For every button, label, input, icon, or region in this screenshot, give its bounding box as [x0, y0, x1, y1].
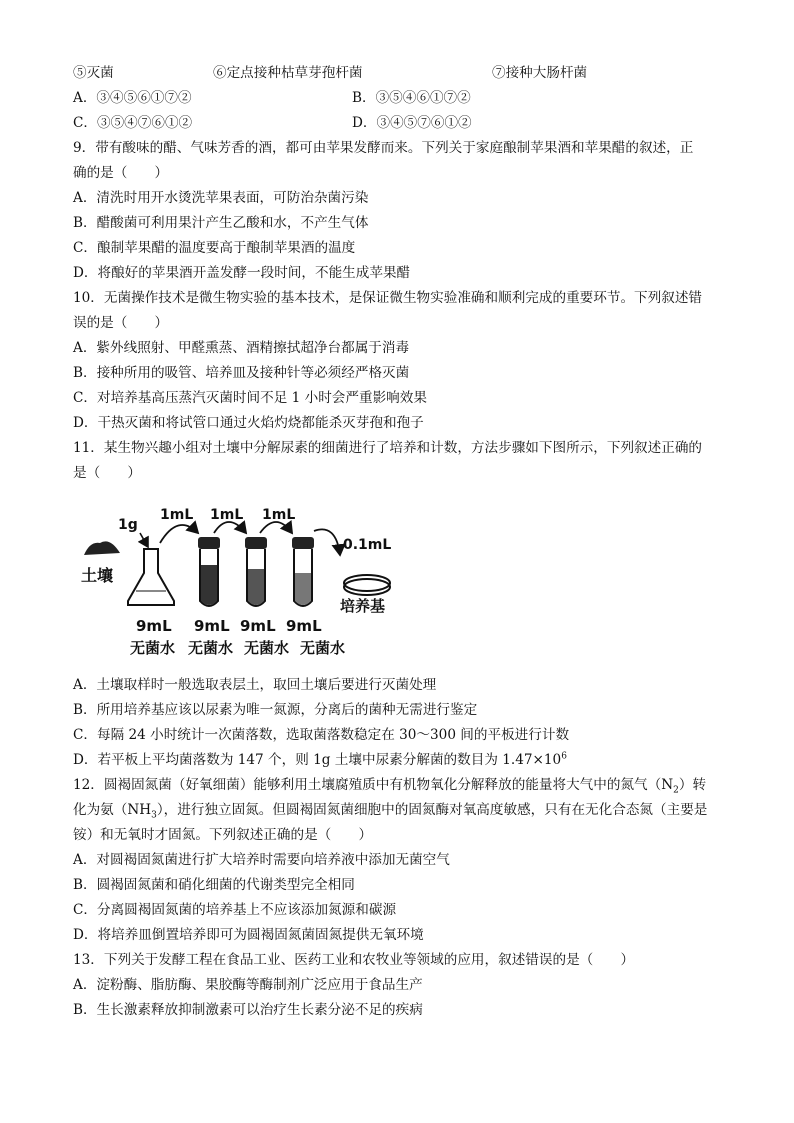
q11-stem-line1: 11．某生物兴趣小组对土壤中分解尿素的细菌进行了培养和计数，方法步骤如下图所示，下列叙述正确的	[73, 440, 703, 456]
q9-stem-line1: 9．带有酸味的醋、气味芳香的酒，都可由苹果发酵而来。下列关于家庭酿制苹果酒和苹果醋的叙述，正	[73, 140, 694, 156]
q9-stem-line2: 确的是（ ）	[73, 165, 169, 181]
q11-option-a: A．土壤取样时一般选取表层土，取回土壤后要进行灭菌处理	[73, 677, 437, 693]
transfer-label-2: 1mL	[210, 507, 244, 523]
q11-option-d: D．若平板上平均菌落数为 147 个，则 1g 土壤中尿素分解菌的数目为 $1.47\times 10^6$	[73, 751, 567, 768]
q9-option-a: A．清洗时用开水烫洗苹果表面，可防治杂菌污染	[73, 190, 369, 206]
sample-mass-label: 1g	[118, 517, 138, 533]
water-volume-label-3: 9mL	[240, 617, 276, 635]
petri-dish-icon	[344, 575, 390, 595]
water-volume-label-2: 9mL	[194, 617, 230, 635]
q11-option-b: B．所用培养基应该以尿素为唯一氮源，分离后的菌种无需进行鉴定	[73, 702, 478, 718]
q9-option-d: D．将酿好的苹果酒开盖发酵一段时间，不能生成苹果醋	[73, 265, 411, 281]
q13-option-a: A．淀粉酶、脂肪酶、果胶酶等酶制剂广泛应用于食品生产	[73, 977, 423, 993]
q10-option-c: C．对培养基高压蒸汽灭菌时间不足 1 小时会严重影响效果	[73, 390, 427, 406]
q11-option-c: C．每隔 24 小时统计一次菌落数，选取菌落数稳定在 30～300 间的平板进行计数	[73, 727, 570, 743]
q12-option-a: A．对圆褐固氮菌进行扩大培养时需要向培养液中添加无菌空气	[73, 852, 450, 868]
q13-stem: 13．下列关于发酵工程在食品工业、医药工业和农牧业等领域的应用，叙述错误的是（ ）	[73, 952, 635, 968]
q13-option-b: B．生长激素释放抑制激素可以治疗生长素分泌不足的疾病	[73, 1002, 423, 1018]
q10-option-b: B．接种所用的吸管、培养皿及接种针等必须经严格灭菌	[73, 365, 410, 381]
q10-option-a: A．紫外线照射、甲醛熏蒸、酒精擦拭超净台都属于消毒	[73, 340, 410, 356]
q9-option-c: C．酿制苹果醋的温度要高于酿制苹果酒的温度	[73, 240, 356, 256]
water-label-1: 无菌水	[130, 639, 176, 657]
plate-volume-label: 0.1mL	[343, 537, 392, 553]
q8-option-a: A．③④⑤⑥①⑦②	[73, 90, 192, 106]
q8-option-b: B．③⑤④⑥①⑦②	[352, 90, 471, 106]
q10-stem-line2: 误的是（ ）	[73, 315, 169, 331]
transfer-label-1: 1mL	[160, 507, 194, 523]
q10-stem-line1: 10．无菌操作技术是微生物实验的基本技术，是保证微生物实验准确和顺利完成的重要环节。下列叙述错	[73, 290, 703, 306]
flask-icon	[128, 549, 174, 605]
water-label-3: 无菌水	[244, 639, 290, 657]
q12-option-d: D．将培养皿倒置培养即可为圆褐固氮菌固氮提供无氧环境	[73, 927, 424, 943]
water-volume-label-4: 9mL	[286, 617, 322, 635]
water-label-4: 无菌水	[300, 639, 346, 657]
tube-2-icon	[245, 537, 267, 606]
q12-option-c: C．分离圆褐固氮菌的培养基上不应该添加氮源和碳源	[73, 902, 397, 918]
q9-option-b: B．醋酸菌可利用果汁产生乙酸和水，不产生气体	[73, 215, 369, 231]
soil-label: 土壤	[81, 566, 114, 585]
soil-pile-icon	[84, 541, 120, 555]
dilution-diagram	[78, 503, 418, 663]
q8-step7: ⑦接种大肠杆菌	[492, 65, 588, 81]
q11-stem-line2: 是（ ）	[73, 465, 141, 481]
q12-stem-line3: 铵）和无氧时才固氮。下列叙述正确的是（ ）	[73, 827, 373, 843]
q12-option-b: B．圆褐固氮菌和硝化细菌的代谢类型完全相同	[73, 877, 355, 893]
q10-option-d: D．干热灭菌和将试管口通过火焰灼烧都能杀灭芽孢和孢子	[73, 415, 424, 431]
tube-1-icon	[198, 537, 220, 606]
water-label-2: 无菌水	[188, 639, 234, 657]
medium-label: 培养基	[340, 597, 386, 615]
q12-stem-line2: 化为氨$(NH_3)$，进行独立固氮。但圆褐固氮菌细胞中的固氮酶对氧高度敏感，只有在无化合态氮（主要是	[73, 802, 708, 821]
q8-option-d: D．③④⑤⑦⑥①②	[352, 115, 472, 131]
transfer-label-3: 1mL	[262, 507, 296, 523]
q12-stem-line1: 12．圆褐固氮菌（好氧细菌）能够利用土壤腐殖质中有机物氧化分解释放的能量将大气中的氮气$(N_2)$转	[73, 777, 707, 796]
q8-step5: ⑤灭菌	[73, 65, 114, 81]
water-volume-label-1: 9mL	[136, 617, 172, 635]
q8-option-c: C．③⑤④⑦⑥①②	[73, 115, 193, 131]
tube-3-icon	[292, 537, 314, 606]
q8-step6: ⑥定点接种枯草芽孢杆菌	[213, 65, 363, 81]
